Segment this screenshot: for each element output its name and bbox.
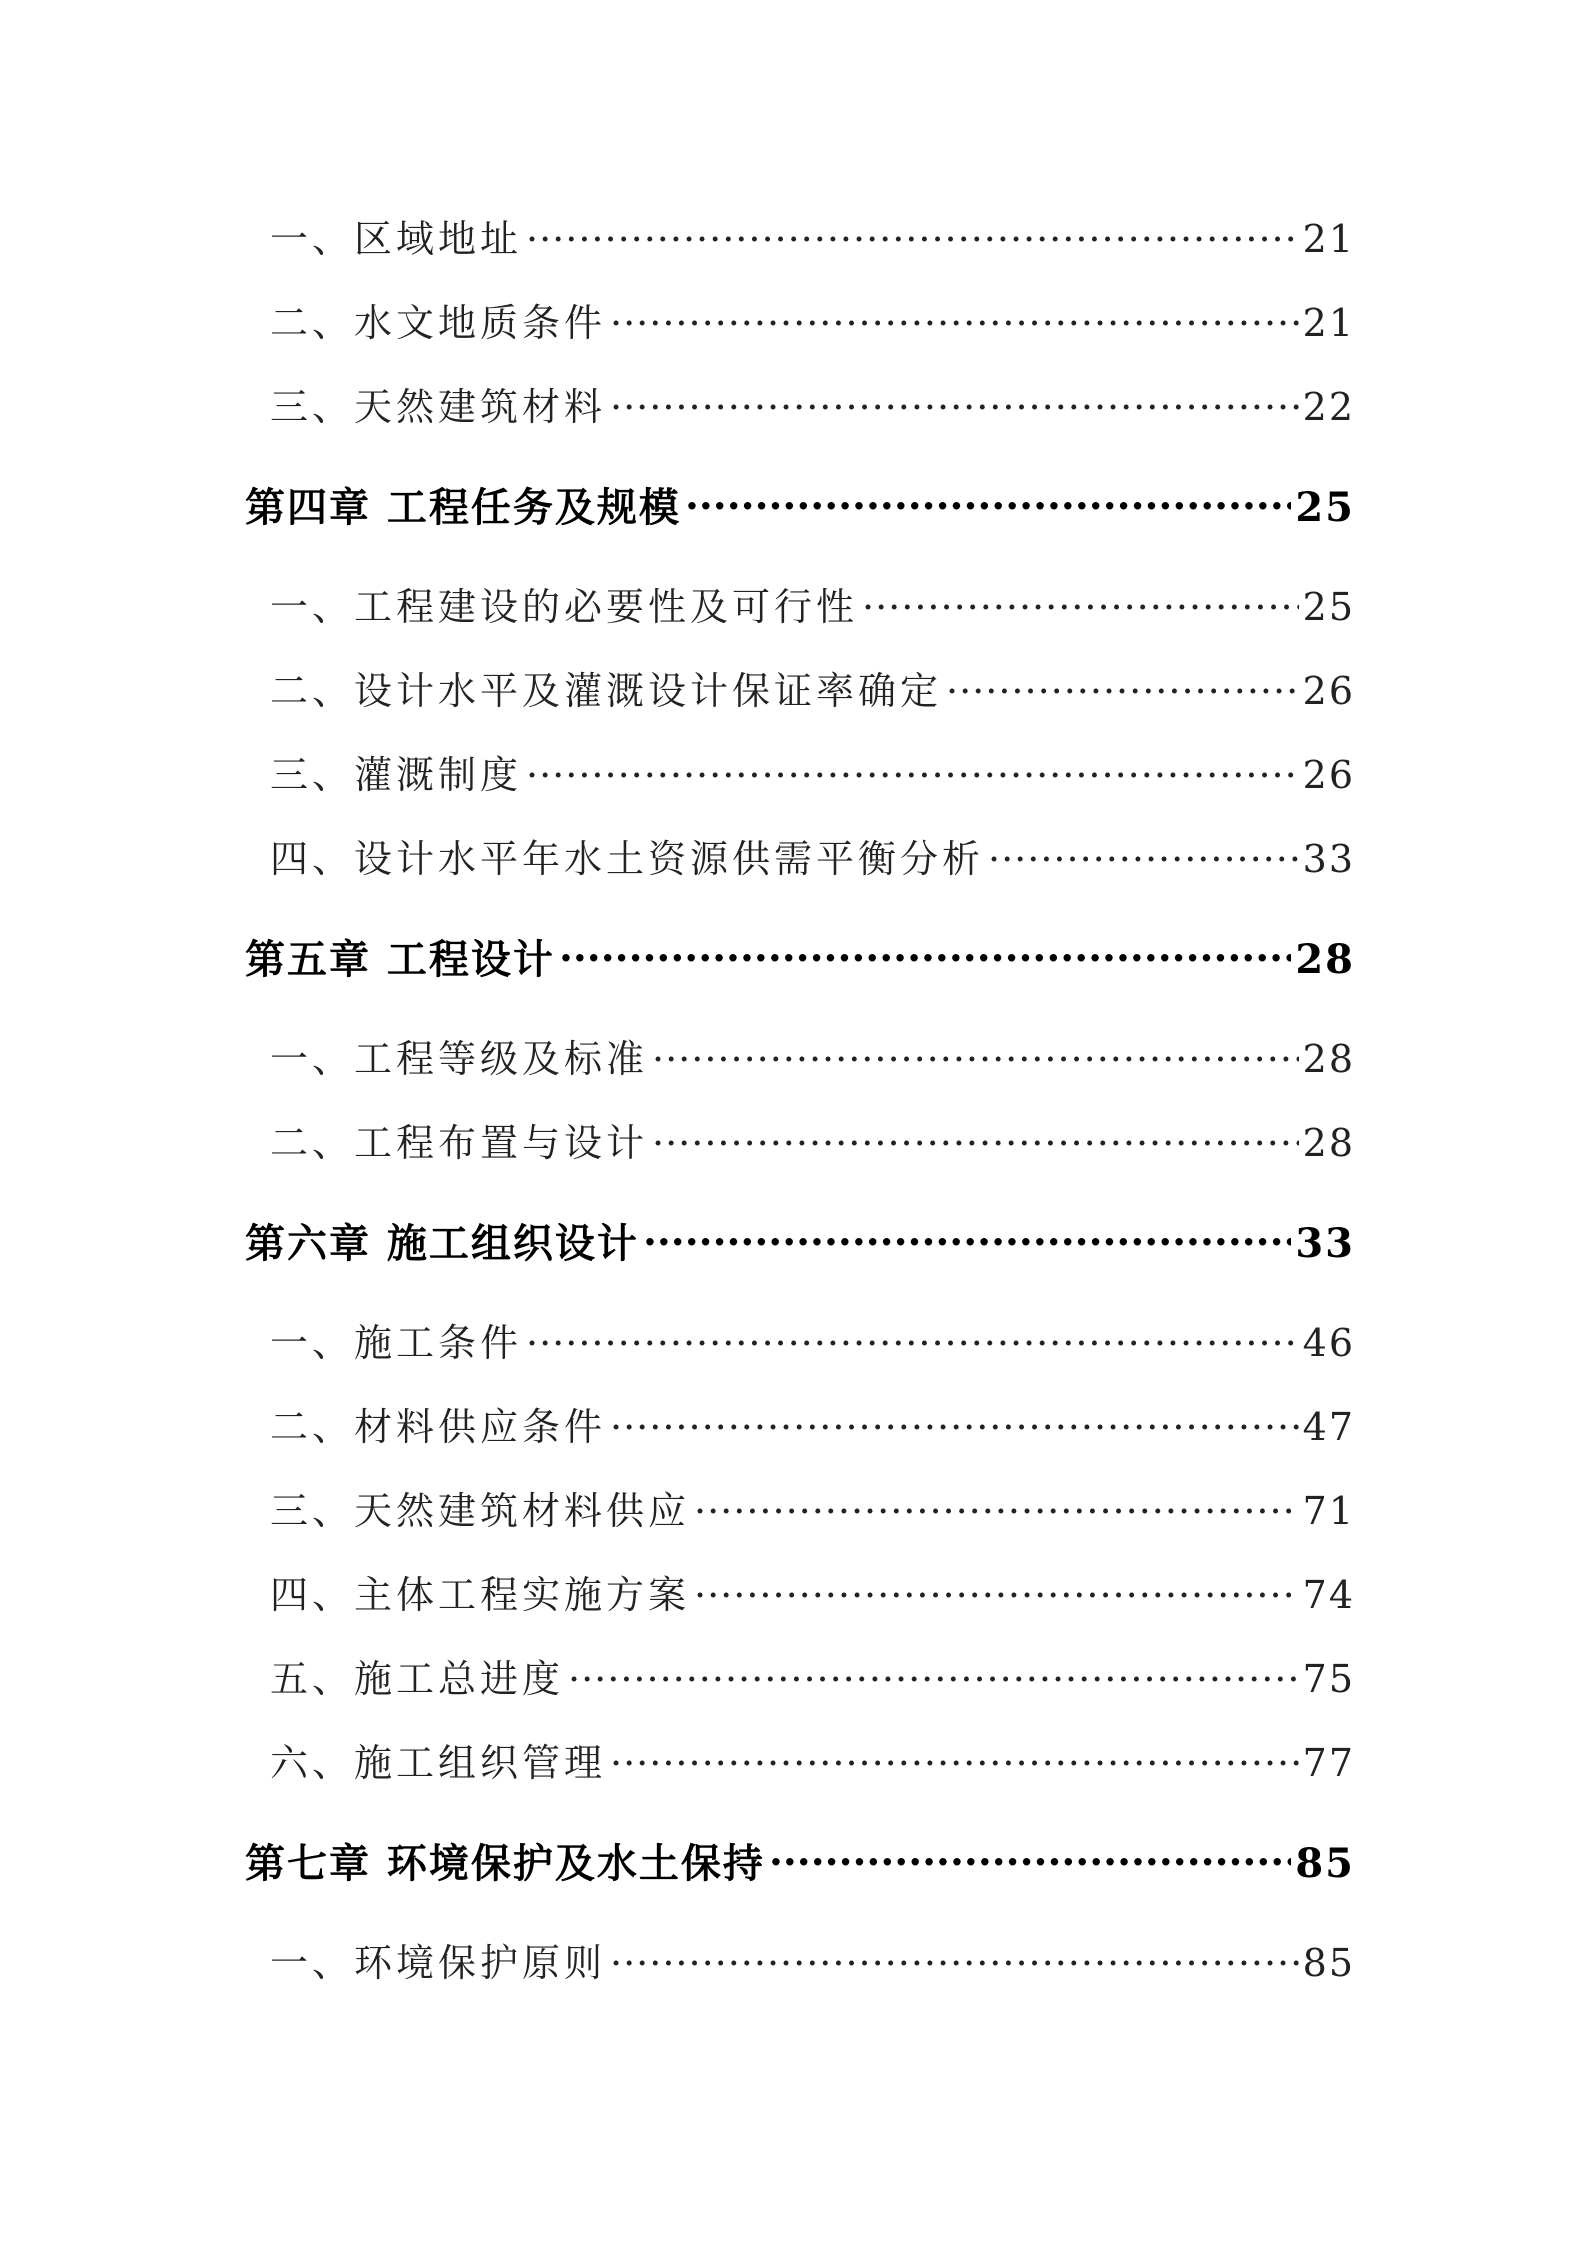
toc-dot-leader xyxy=(643,1217,1291,1257)
toc-entry-title: 三、天然建筑材料 xyxy=(270,385,607,429)
toc-entry xyxy=(270,1648,1355,1703)
toc-entry-page: 21 xyxy=(1302,217,1355,261)
toc-entry-title: 三、灌溉制度 xyxy=(270,753,523,797)
toc-dot-leader xyxy=(610,1938,1299,1976)
toc-chapter-page: 28 xyxy=(1295,936,1355,983)
toc-entry xyxy=(270,1564,1355,1619)
toc-entry xyxy=(270,376,1355,431)
toc-dot-leader xyxy=(769,1837,1291,1877)
toc-entry xyxy=(270,292,1355,347)
toc-chapter-title: 第四章 工程任务及规模 xyxy=(245,484,681,531)
toc-entry xyxy=(270,1028,1355,1083)
toc-entry xyxy=(270,1480,1355,1535)
toc-dot-leader xyxy=(652,1118,1299,1156)
toc-entry-title: 一、区域地址 xyxy=(270,217,523,261)
toc-entry xyxy=(270,576,1355,631)
toc-entry-title: 五、施工总进度 xyxy=(270,1657,565,1701)
toc-entry-page: 28 xyxy=(1302,1037,1355,1081)
toc-chapter-title: 第五章 工程设计 xyxy=(245,936,555,983)
toc-entry xyxy=(270,1312,1355,1367)
toc-chapter-title: 第七章 环境保护及水土保持 xyxy=(245,1840,765,1887)
toc-chapter-title: 第六章 施工组织设计 xyxy=(245,1220,639,1267)
toc-chapter-entry xyxy=(245,1832,1355,1889)
toc-dot-leader xyxy=(862,582,1299,620)
toc-dot-leader xyxy=(988,834,1299,872)
toc-dot-leader xyxy=(694,1570,1299,1608)
toc-entry-page: 26 xyxy=(1302,753,1355,797)
toc-entry xyxy=(270,1112,1355,1167)
toc-dot-leader xyxy=(685,481,1291,521)
toc-entry xyxy=(270,744,1355,799)
toc-chapter-page: 85 xyxy=(1295,1840,1355,1887)
toc-entry xyxy=(270,208,1355,263)
toc-entry-page: 46 xyxy=(1302,1321,1355,1365)
toc-entry-page: 33 xyxy=(1302,837,1355,881)
toc-entry-page: 26 xyxy=(1302,669,1355,713)
toc-entry xyxy=(270,1732,1355,1787)
toc-dot-leader xyxy=(652,1034,1299,1072)
toc-chapter-entry xyxy=(245,1212,1355,1269)
toc-entry xyxy=(270,660,1355,715)
toc-entry-title: 一、工程等级及标准 xyxy=(270,1037,649,1081)
toc-dot-leader xyxy=(610,1738,1299,1776)
toc-entry-page: 77 xyxy=(1302,1741,1355,1785)
toc-entry-page: 22 xyxy=(1302,385,1355,429)
toc-dot-leader xyxy=(568,1654,1299,1692)
toc-entry xyxy=(270,1396,1355,1451)
toc-entry xyxy=(270,1932,1355,1987)
toc-chapter-entry xyxy=(245,928,1355,985)
toc-entry-title: 四、设计水平年水土资源供需平衡分析 xyxy=(270,837,985,881)
toc-entry-title: 二、设计水平及灌溉设计保证率确定 xyxy=(270,669,943,713)
toc-dot-leader xyxy=(610,1402,1299,1440)
toc-dot-leader xyxy=(610,382,1299,420)
toc-entry-page: 47 xyxy=(1302,1405,1355,1449)
toc-entry-page: 75 xyxy=(1302,1657,1355,1701)
toc-entry-title: 二、材料供应条件 xyxy=(270,1405,607,1449)
toc-entry-page: 25 xyxy=(1302,585,1355,629)
toc-entry-title: 一、工程建设的必要性及可行性 xyxy=(270,585,859,629)
toc-entry-page: 28 xyxy=(1302,1121,1355,1165)
toc-dot-leader xyxy=(526,1318,1299,1356)
toc-dot-leader xyxy=(694,1486,1299,1524)
toc-entry-title: 六、施工组织管理 xyxy=(270,1741,607,1785)
toc-entry-title: 四、主体工程实施方案 xyxy=(270,1573,691,1617)
toc-dot-leader xyxy=(946,666,1299,704)
toc-dot-leader xyxy=(526,214,1299,252)
toc-entry-title: 一、施工条件 xyxy=(270,1321,523,1365)
toc-entry-page: 21 xyxy=(1302,301,1355,345)
toc-chapter-entry xyxy=(245,476,1355,533)
toc-dot-leader xyxy=(559,933,1291,973)
toc-dot-leader xyxy=(610,298,1299,336)
toc-chapter-page: 25 xyxy=(1295,484,1355,531)
toc-entry-page: 85 xyxy=(1302,1941,1355,1985)
toc-entry-page: 74 xyxy=(1302,1573,1355,1617)
toc-entry xyxy=(270,828,1355,883)
toc-entry-page: 71 xyxy=(1302,1489,1355,1533)
toc-entry-title: 三、天然建筑材料供应 xyxy=(270,1489,691,1533)
toc-entry-title: 二、水文地质条件 xyxy=(270,301,607,345)
toc-entry-title: 二、工程布置与设计 xyxy=(270,1121,649,1165)
toc-dot-leader xyxy=(526,750,1299,788)
toc-entry-title: 一、环境保护原则 xyxy=(270,1941,607,1985)
toc-chapter-page: 33 xyxy=(1295,1220,1355,1267)
